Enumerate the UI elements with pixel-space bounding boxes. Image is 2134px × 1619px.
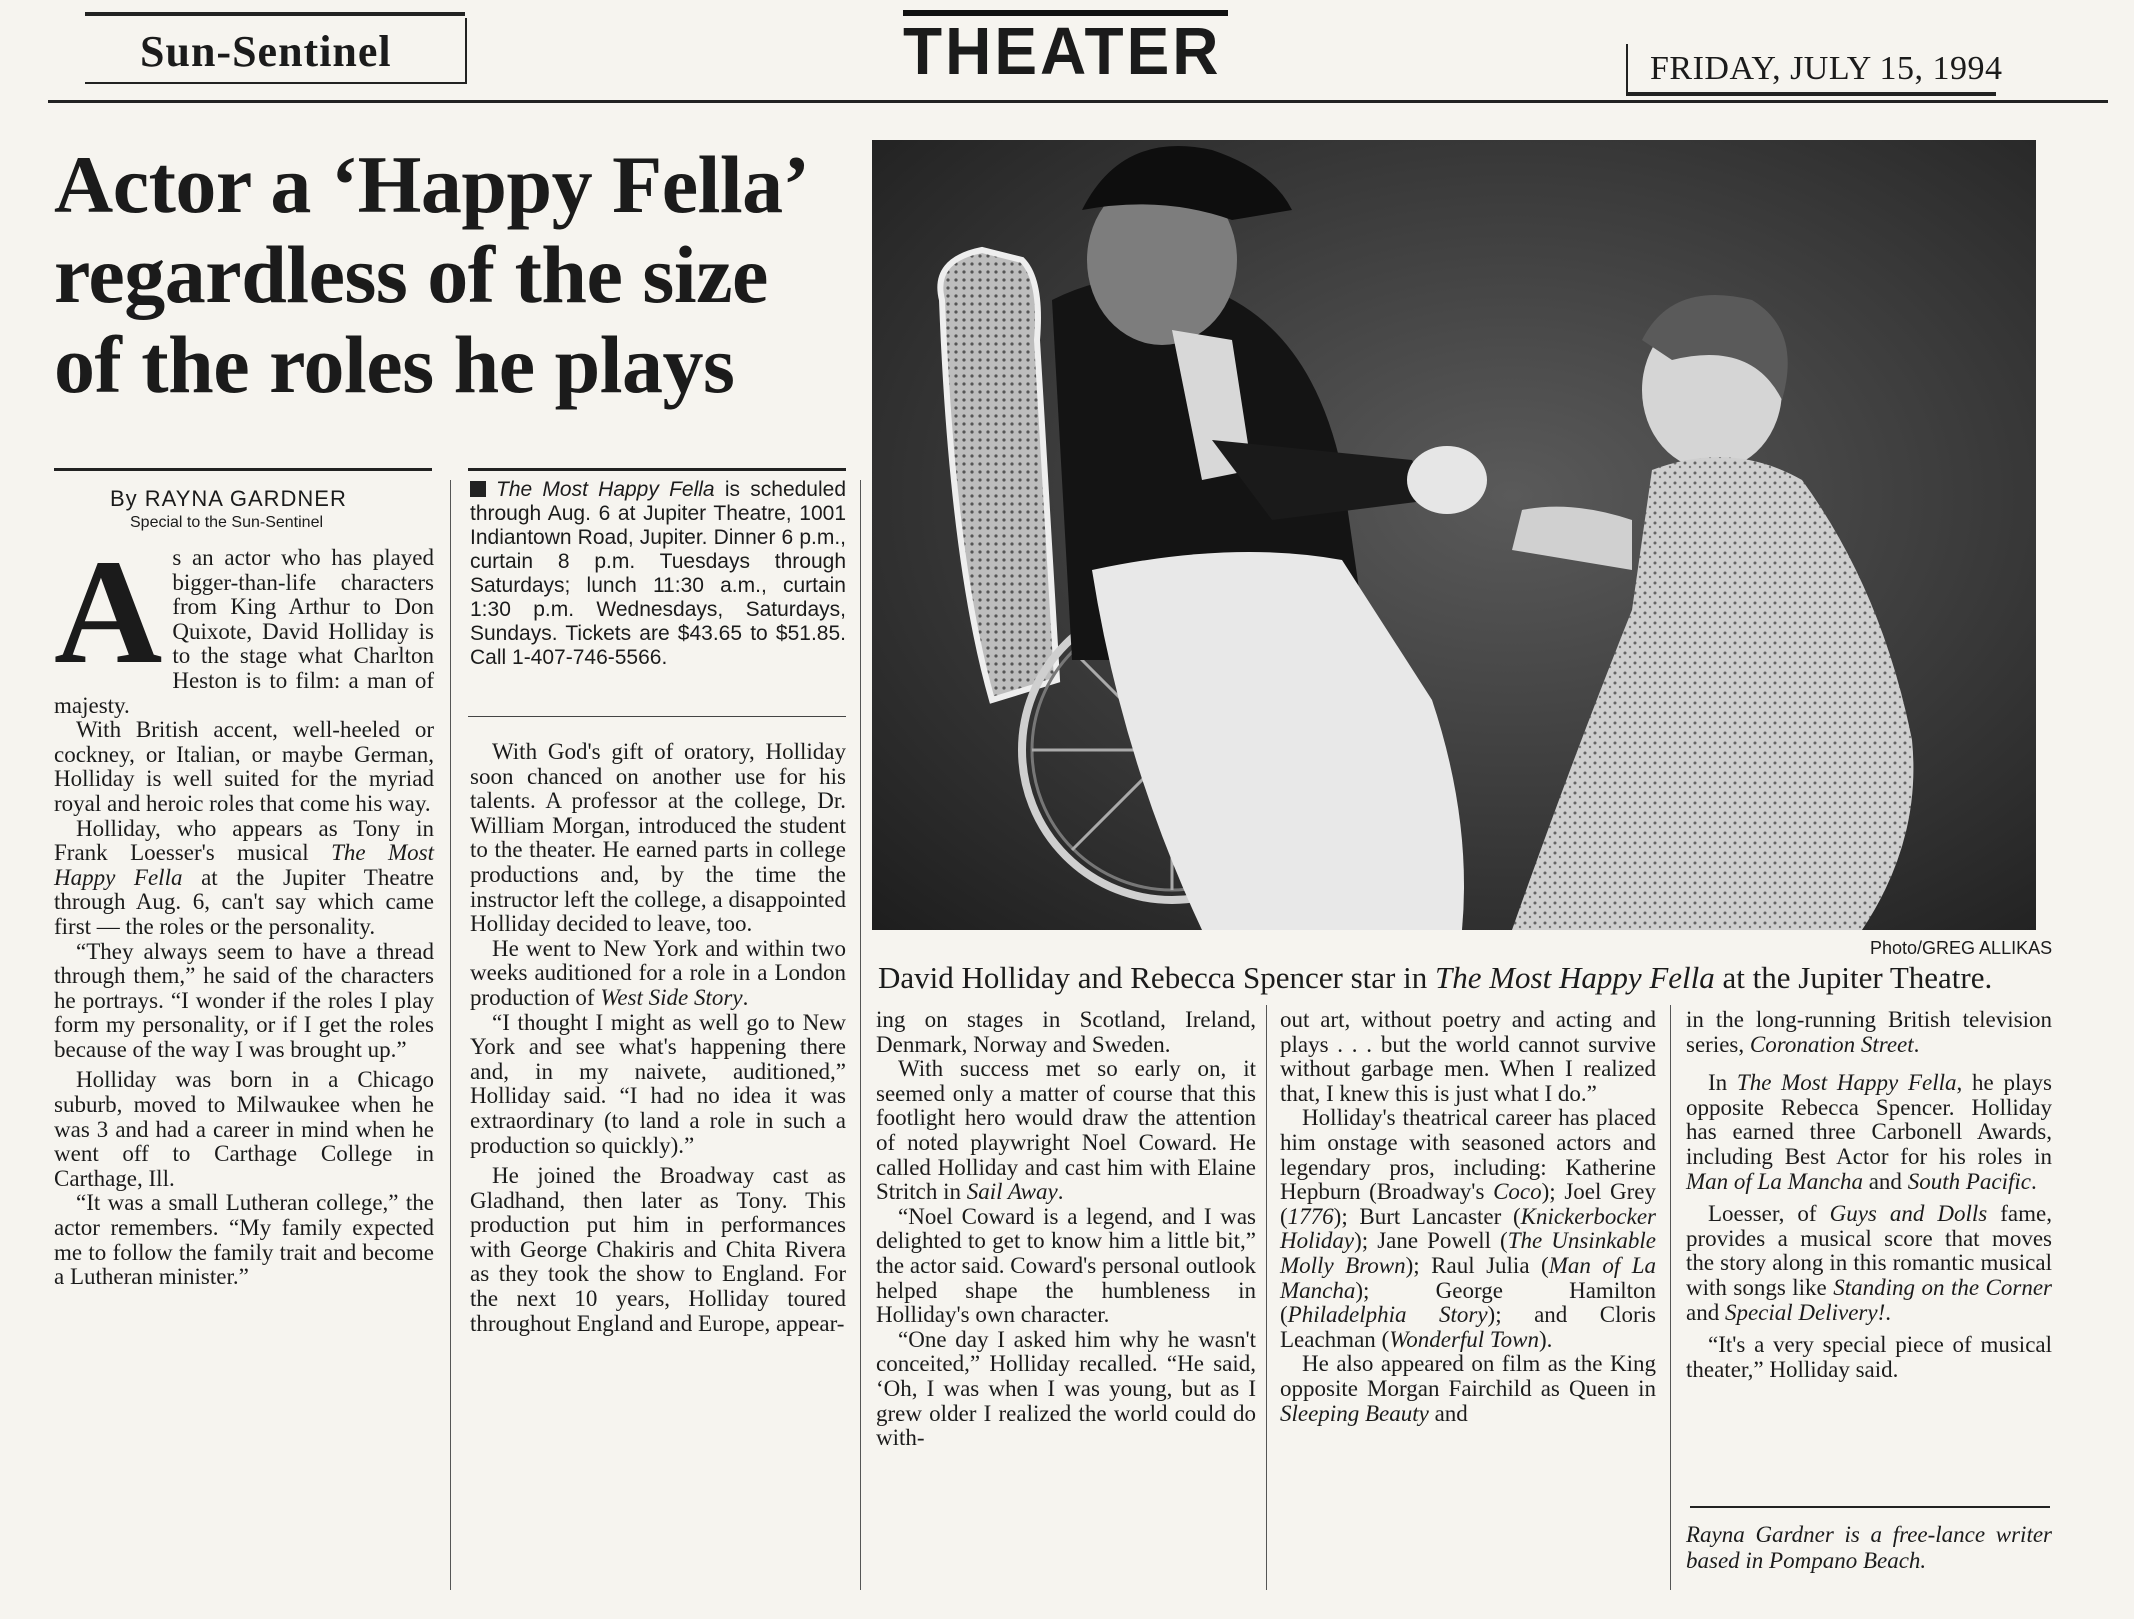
column-divider (1266, 1005, 1267, 1590)
paragraph: in the long-running British television series, Coronation Street. (1686, 1007, 2052, 1057)
infobox-bottom-rule (468, 716, 846, 717)
photo-credit: Photo/GREG ALLIKAS (1870, 938, 2053, 958)
bleed-through-print (1240, 28, 1600, 78)
headline-line: regardless of the size (54, 229, 768, 320)
paragraph: “Noel Coward is a legend, and I was delighted to get to know him a little bit,” the actor said. Coward's personal outlook helped shape the humbleness in Holliday's own character. (876, 1203, 1256, 1328)
column-divider (1670, 1005, 1671, 1590)
bullet-square-icon (470, 481, 486, 497)
paragraph: He also appeared on film as the King opposite Morgan Fairchild as Queen in Sleeping Beauty and (1280, 1351, 1656, 1426)
headline (54, 140, 874, 410)
paragraph: “It's a very special piece of musical theater,” Holliday said. (1686, 1332, 2052, 1382)
byline-rule (54, 468, 432, 471)
paragraph: With British accent, well-heeled or cockney, or Italian, or maybe German, Holliday is well suited for the myriad royal and heroic roles that come his way. (54, 717, 434, 816)
show-info-text: The Most Happy Fella is scheduled through Aug. 6 at Jupiter Theatre, 1001 Indiantown Road, Jupiter. Dinner 6 p.m., curtain 8 p.m. Tuesdays through Saturdays; lunch 11:30 a.m., curtain 1:30 p.m. Wednesdays, Saturdays, Sundays. Tickets are $43.65 to $51.85. Call 1-407-746-5566. (470, 478, 847, 669)
issue-date: FRIDAY, JULY 15, 1994 (1650, 50, 2003, 87)
paragraph: “They always seem to have a thread through them,” he said of the characters he portrays. “I wonder if the roles I play form my personality, or if I get the roles because of the way I was brought up.” (54, 938, 434, 1062)
masthead-rule-top (85, 12, 465, 16)
masthead-rule (48, 100, 2108, 103)
drop-cap: A (54, 529, 163, 695)
paragraph: ing on stages in Scotland, Ireland, Denmark, Norway and Sweden. (876, 1007, 1256, 1057)
author-tagline: Rayna Gardner is a free-lance writer based in Pompano Beach. (1686, 1522, 2052, 1573)
byline-affiliation: Special to the Sun-Sentinel (130, 514, 324, 531)
paragraph: s an actor who has played bigger-than-life characters from King Arthur to Don Quixote, David Holliday is to the stage what Charlton Heston is to film: a man of majesty. (54, 545, 434, 718)
article-column-2 (470, 740, 846, 1336)
infobox-rule (468, 468, 846, 471)
photo-caption: David Holliday and Rebecca Spencer star in The Most Happy Fella at the Jupiter Theatre. (878, 960, 1993, 995)
article-column-4 (1280, 1008, 1656, 1426)
show-info-box (470, 478, 846, 670)
byline: By RAYNA GARDNER (110, 486, 347, 511)
paragraph: “One day I asked him why he wasn't conceited,” Holliday recalled. “He said, ‘Oh, I was when I was young, but as I grew older I realized the world could do with- (876, 1326, 1256, 1451)
article-column-1 (54, 529, 434, 1290)
newspaper-name: Sun-Sentinel (140, 27, 392, 76)
paragraph: He joined the Broadway cast as Gladhand, then later as Tony. This production put him in performances with George Chakiris and Chita Rivera as they took the show to England. For the next 10 years, Holliday toured throughout England and Europe, appear- (470, 1163, 846, 1336)
stage-photo-illustration (872, 140, 2036, 930)
column-divider (450, 480, 451, 1590)
paragraph: Loesser, of Guys and Dolls fame, provides a musical score that moves the story along in this romantic musical with songs like Standing on the Corner and Special Delivery!. (1686, 1201, 2052, 1325)
headline-line: of the roles he plays (54, 319, 735, 410)
paragraph: With God's gift of oratory, Holliday soon chanced on another use for his talents. A professor at the college, Dr. William Morgan, introduced the student to the theater. He earned parts in college productions and, by the time the instructor left the college, a disappointed Holliday decided to leave, too. (470, 739, 846, 937)
stage-photo (872, 140, 2036, 930)
paragraph: “It was a small Lutheran college,” the actor remembers. “My family expected me to follow the family trait and become a Lutheran minister.” (54, 1190, 434, 1290)
column-divider (860, 480, 861, 1590)
paragraph: Holliday, who appears as Tony in Frank Loesser's musical The Most Happy Fella at the Jupiter Theatre through Aug. 6, can't say which came first — the roles or the personality. (54, 815, 434, 939)
section-title: THEATER (903, 13, 1222, 89)
paragraph: Holliday was born in a Chicago suburb, moved to Milwaukee when he was 3 and had a career in mind when he went off to Carthage College in Carthage, Ill. (54, 1067, 434, 1191)
headline-line: Actor a ‘Happy Fella’ (54, 139, 810, 230)
paragraph: With success met so early on, it seemed only a matter of course that this footlight hero would draw the attention of noted playwright Noel Coward. He called Holliday and cast him with Elaine Stritch in Sail Away. (876, 1056, 1256, 1205)
tagline-rule (1690, 1506, 2050, 1508)
paragraph: In The Most Happy Fella, he plays opposite Rebecca Spencer. Holliday has earned three Carbonell Awards, including Best Actor for his roles in Man of La Mancha and South Pacific. (1686, 1070, 2052, 1194)
paragraph: “I thought I might as well go to New York and see what's happening there and, in my naivete, auditioned,” Holliday said. “I had no idea it was extraordinary (to land a role in such a production so quickly).” (470, 1009, 846, 1158)
paragraph: out art, without poetry and acting and plays . . . but the world cannot survive without garbage men. When I realized that, I knew this is just what I do.” (1280, 1007, 1656, 1106)
article-column-5 (1686, 1008, 2052, 1382)
paragraph: He went to New York and within two weeks auditioned for a role in a London production of West Side Story. (470, 935, 846, 1010)
article-column-3 (876, 1008, 1256, 1451)
paragraph: Holliday's theatrical career has placed him onstage with seasoned actors and legendary pros, including: Katherine Hepburn (Broadway's Coco); Joel Grey (1776); Burt Lancaster (Knickerbocker Holiday); Jane Powell (The Unsinkable Molly Brown); Raul Julia (Man of La Mancha); George Hamilton (Philadelphia Story); and Cloris Leachman (Wonderful Town). (1280, 1105, 1657, 1352)
